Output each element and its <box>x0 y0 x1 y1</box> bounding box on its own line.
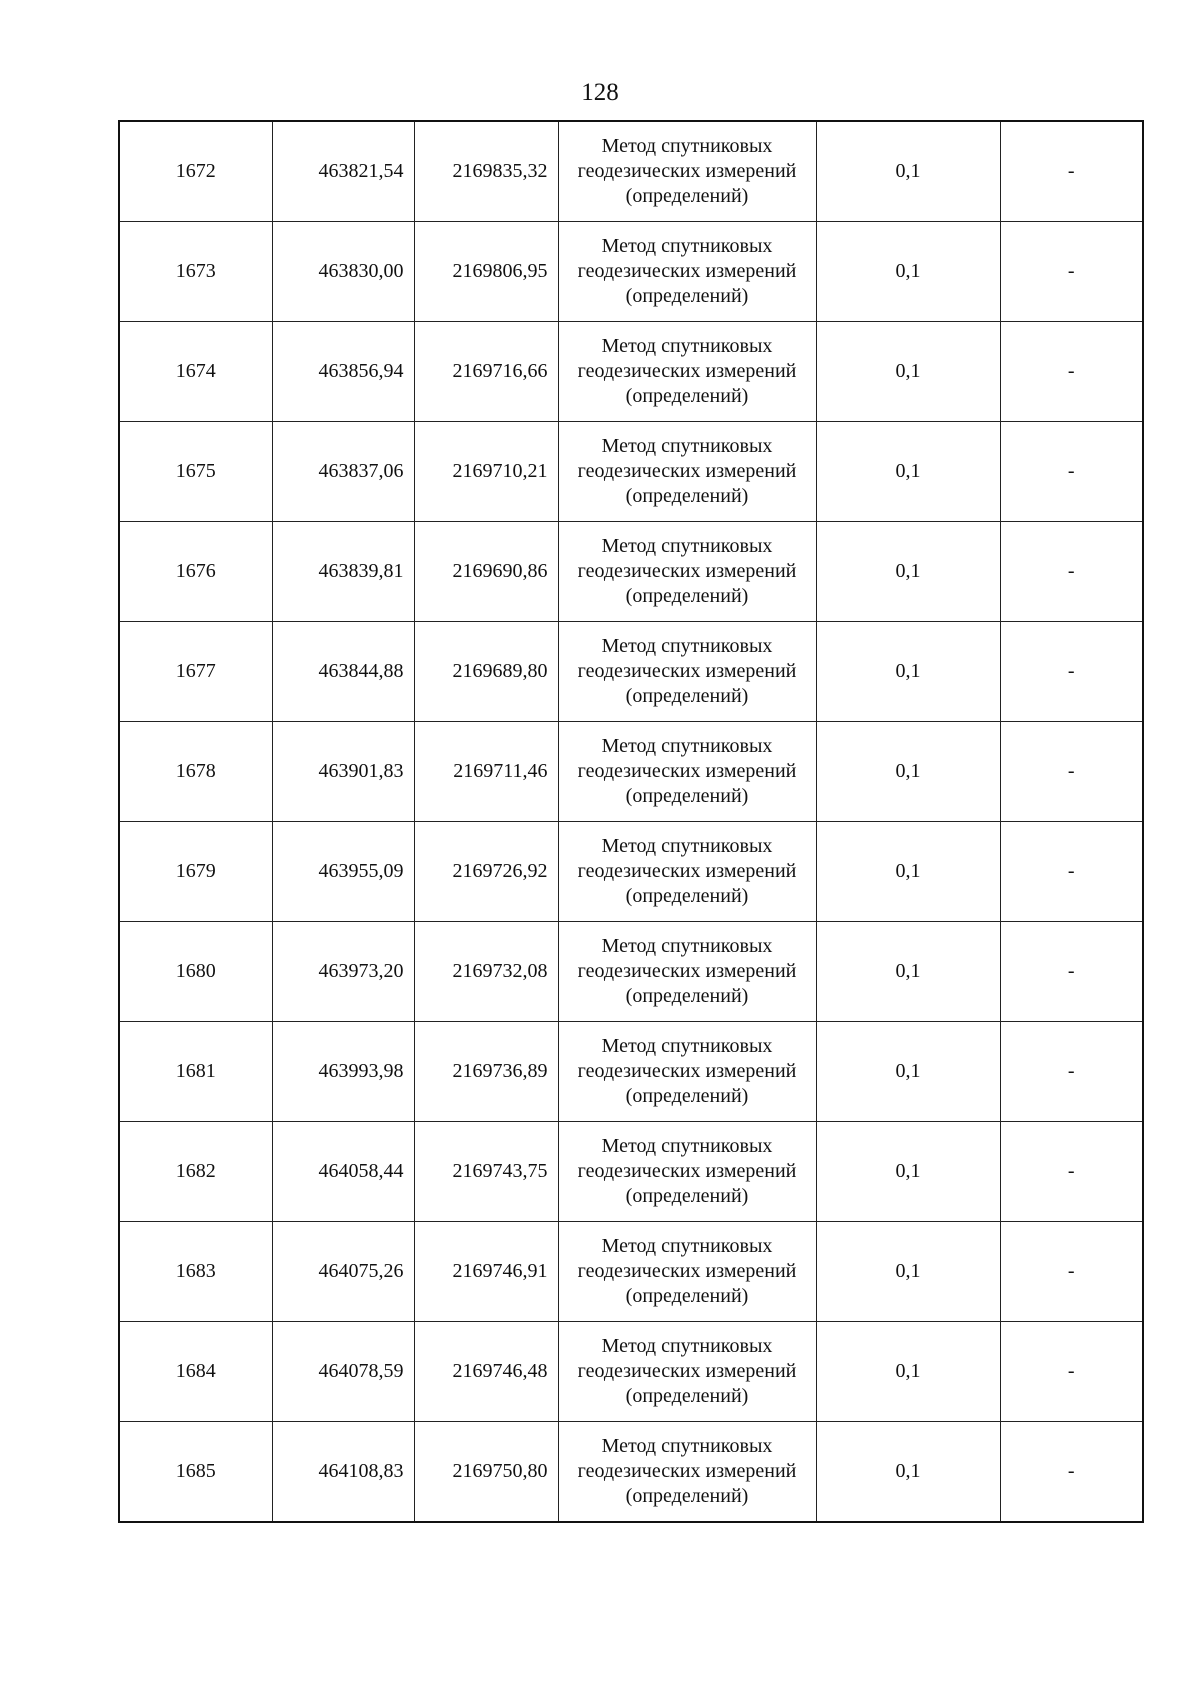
y-coordinate-cell: 2169710,21 <box>414 422 558 522</box>
method-line: (определений) <box>625 185 749 207</box>
y-coordinate-cell: 2169750,80 <box>414 1422 558 1523</box>
method-line: геодезических измерений <box>577 960 797 982</box>
y-coordinate-cell: 2169806,95 <box>414 222 558 322</box>
method-line: геодезических измерений <box>577 860 797 882</box>
note-cell: - <box>1000 822 1143 922</box>
table-row <box>119 922 1143 1022</box>
y-coordinate-cell: 2169835,32 <box>414 121 558 222</box>
method-cell <box>558 922 816 1022</box>
method-line: геодезических измерений <box>577 660 797 682</box>
x-coordinate-cell: 463839,81 <box>272 522 414 622</box>
point-number-cell: 1684 <box>119 1322 272 1422</box>
table-row <box>119 1322 1143 1422</box>
x-coordinate-cell: 463973,20 <box>272 922 414 1022</box>
y-coordinate-cell: 2169690,86 <box>414 522 558 622</box>
x-coordinate-cell: 464078,59 <box>272 1322 414 1422</box>
x-coordinate-cell: 463856,94 <box>272 322 414 422</box>
x-coordinate-cell: 463993,98 <box>272 1022 414 1122</box>
x-coordinate-cell: 464058,44 <box>272 1122 414 1222</box>
note-cell: - <box>1000 222 1143 322</box>
method-line: геодезических измерений <box>577 1260 797 1282</box>
y-coordinate-cell: 2169746,48 <box>414 1322 558 1422</box>
method-cell <box>558 1222 816 1322</box>
table-row <box>119 822 1143 922</box>
method-line: геодезических измерений <box>577 260 797 282</box>
method-line: геодезических измерений <box>577 1460 797 1482</box>
point-number-cell: 1681 <box>119 1022 272 1122</box>
method-cell <box>558 422 816 522</box>
accuracy-cell: 0,1 <box>816 222 1000 322</box>
method-cell <box>558 822 816 922</box>
method-cell <box>558 1022 816 1122</box>
table-row <box>119 121 1143 222</box>
accuracy-cell: 0,1 <box>816 1222 1000 1322</box>
accuracy-cell: 0,1 <box>816 1422 1000 1523</box>
method-line: (определений) <box>625 985 749 1007</box>
point-number-cell: 1685 <box>119 1422 272 1523</box>
method-line: Метод спутниковых <box>601 135 773 157</box>
method-line: геодезических измерений <box>577 1360 797 1382</box>
method-cell <box>558 622 816 722</box>
table-row <box>119 1422 1143 1523</box>
note-cell: - <box>1000 1022 1143 1122</box>
method-line: (определений) <box>625 385 749 407</box>
table-body <box>119 121 1143 1522</box>
y-coordinate-cell: 2169743,75 <box>414 1122 558 1222</box>
method-line: Метод спутниковых <box>601 735 773 757</box>
method-cell <box>558 522 816 622</box>
table-row <box>119 522 1143 622</box>
y-coordinate-cell: 2169736,89 <box>414 1022 558 1122</box>
method-line: (определений) <box>625 285 749 307</box>
table-row <box>119 322 1143 422</box>
method-line: Метод спутниковых <box>601 1135 773 1157</box>
x-coordinate-cell: 463821,54 <box>272 121 414 222</box>
note-cell: - <box>1000 722 1143 822</box>
table-row <box>119 1122 1143 1222</box>
method-line: геодезических измерений <box>577 1160 797 1182</box>
accuracy-cell: 0,1 <box>816 622 1000 722</box>
point-number-cell: 1676 <box>119 522 272 622</box>
note-cell: - <box>1000 422 1143 522</box>
method-cell <box>558 322 816 422</box>
accuracy-cell: 0,1 <box>816 822 1000 922</box>
x-coordinate-cell: 463837,06 <box>272 422 414 522</box>
accuracy-cell: 0,1 <box>816 121 1000 222</box>
accuracy-cell: 0,1 <box>816 722 1000 822</box>
accuracy-cell: 0,1 <box>816 322 1000 422</box>
method-cell <box>558 121 816 222</box>
method-line: (определений) <box>625 1485 749 1507</box>
method-line: (определений) <box>625 1085 749 1107</box>
table-row <box>119 622 1143 722</box>
coordinates-table <box>118 120 1144 1523</box>
method-line: Метод спутниковых <box>601 235 773 257</box>
accuracy-cell: 0,1 <box>816 1122 1000 1222</box>
note-cell: - <box>1000 1122 1143 1222</box>
method-line: геодезических измерений <box>577 760 797 782</box>
method-line: (определений) <box>625 1285 749 1307</box>
note-cell: - <box>1000 121 1143 222</box>
point-number-cell: 1673 <box>119 222 272 322</box>
note-cell: - <box>1000 1222 1143 1322</box>
point-number-cell: 1678 <box>119 722 272 822</box>
accuracy-cell: 0,1 <box>816 422 1000 522</box>
y-coordinate-cell: 2169746,91 <box>414 1222 558 1322</box>
note-cell: - <box>1000 1422 1143 1523</box>
method-line: Метод спутниковых <box>601 535 773 557</box>
y-coordinate-cell: 2169726,92 <box>414 822 558 922</box>
method-cell <box>558 1322 816 1422</box>
point-number-cell: 1680 <box>119 922 272 1022</box>
point-number-cell: 1672 <box>119 121 272 222</box>
method-cell <box>558 722 816 822</box>
accuracy-cell: 0,1 <box>816 522 1000 622</box>
accuracy-cell: 0,1 <box>816 1022 1000 1122</box>
method-line: (определений) <box>625 685 749 707</box>
method-line: Метод спутниковых <box>601 835 773 857</box>
point-number-cell: 1679 <box>119 822 272 922</box>
method-line: Метод спутниковых <box>601 1335 773 1357</box>
method-line: Метод спутниковых <box>601 635 773 657</box>
method-cell <box>558 1122 816 1222</box>
note-cell: - <box>1000 322 1143 422</box>
note-cell: - <box>1000 622 1143 722</box>
y-coordinate-cell: 2169711,46 <box>414 722 558 822</box>
accuracy-cell: 0,1 <box>816 922 1000 1022</box>
table-row <box>119 222 1143 322</box>
method-line: Метод спутниковых <box>601 435 773 457</box>
x-coordinate-cell: 464075,26 <box>272 1222 414 1322</box>
method-line: (определений) <box>625 885 749 907</box>
x-coordinate-cell: 463830,00 <box>272 222 414 322</box>
method-line: Метод спутниковых <box>601 1435 773 1457</box>
point-number-cell: 1675 <box>119 422 272 522</box>
table-row <box>119 1222 1143 1322</box>
method-line: Метод спутниковых <box>601 1035 773 1057</box>
x-coordinate-cell: 463901,83 <box>272 722 414 822</box>
method-line: геодезических измерений <box>577 560 797 582</box>
y-coordinate-cell: 2169732,08 <box>414 922 558 1022</box>
note-cell: - <box>1000 522 1143 622</box>
method-line: геодезических измерений <box>577 1060 797 1082</box>
table-row <box>119 722 1143 822</box>
method-line: геодезических измерений <box>577 160 797 182</box>
point-number-cell: 1683 <box>119 1222 272 1322</box>
table-row <box>119 1022 1143 1122</box>
method-line: Метод спутниковых <box>601 335 773 357</box>
method-line: (определений) <box>625 785 749 807</box>
x-coordinate-cell: 463844,88 <box>272 622 414 722</box>
method-line: геодезических измерений <box>577 460 797 482</box>
method-line: Метод спутниковых <box>601 935 773 957</box>
point-number-cell: 1674 <box>119 322 272 422</box>
method-line: (определений) <box>625 485 749 507</box>
method-line: Метод спутниковых <box>601 1235 773 1257</box>
accuracy-cell: 0,1 <box>816 1322 1000 1422</box>
x-coordinate-cell: 463955,09 <box>272 822 414 922</box>
note-cell: - <box>1000 1322 1143 1422</box>
page-number: 128 <box>581 79 619 106</box>
method-cell <box>558 1422 816 1523</box>
method-line: (определений) <box>625 1185 749 1207</box>
x-coordinate-cell: 464108,83 <box>272 1422 414 1523</box>
method-line: (определений) <box>625 1385 749 1407</box>
note-cell: - <box>1000 922 1143 1022</box>
y-coordinate-cell: 2169716,66 <box>414 322 558 422</box>
point-number-cell: 1682 <box>119 1122 272 1222</box>
table-row <box>119 422 1143 522</box>
y-coordinate-cell: 2169689,80 <box>414 622 558 722</box>
method-cell <box>558 222 816 322</box>
method-line: (определений) <box>625 585 749 607</box>
method-line: геодезических измерений <box>577 360 797 382</box>
point-number-cell: 1677 <box>119 622 272 722</box>
